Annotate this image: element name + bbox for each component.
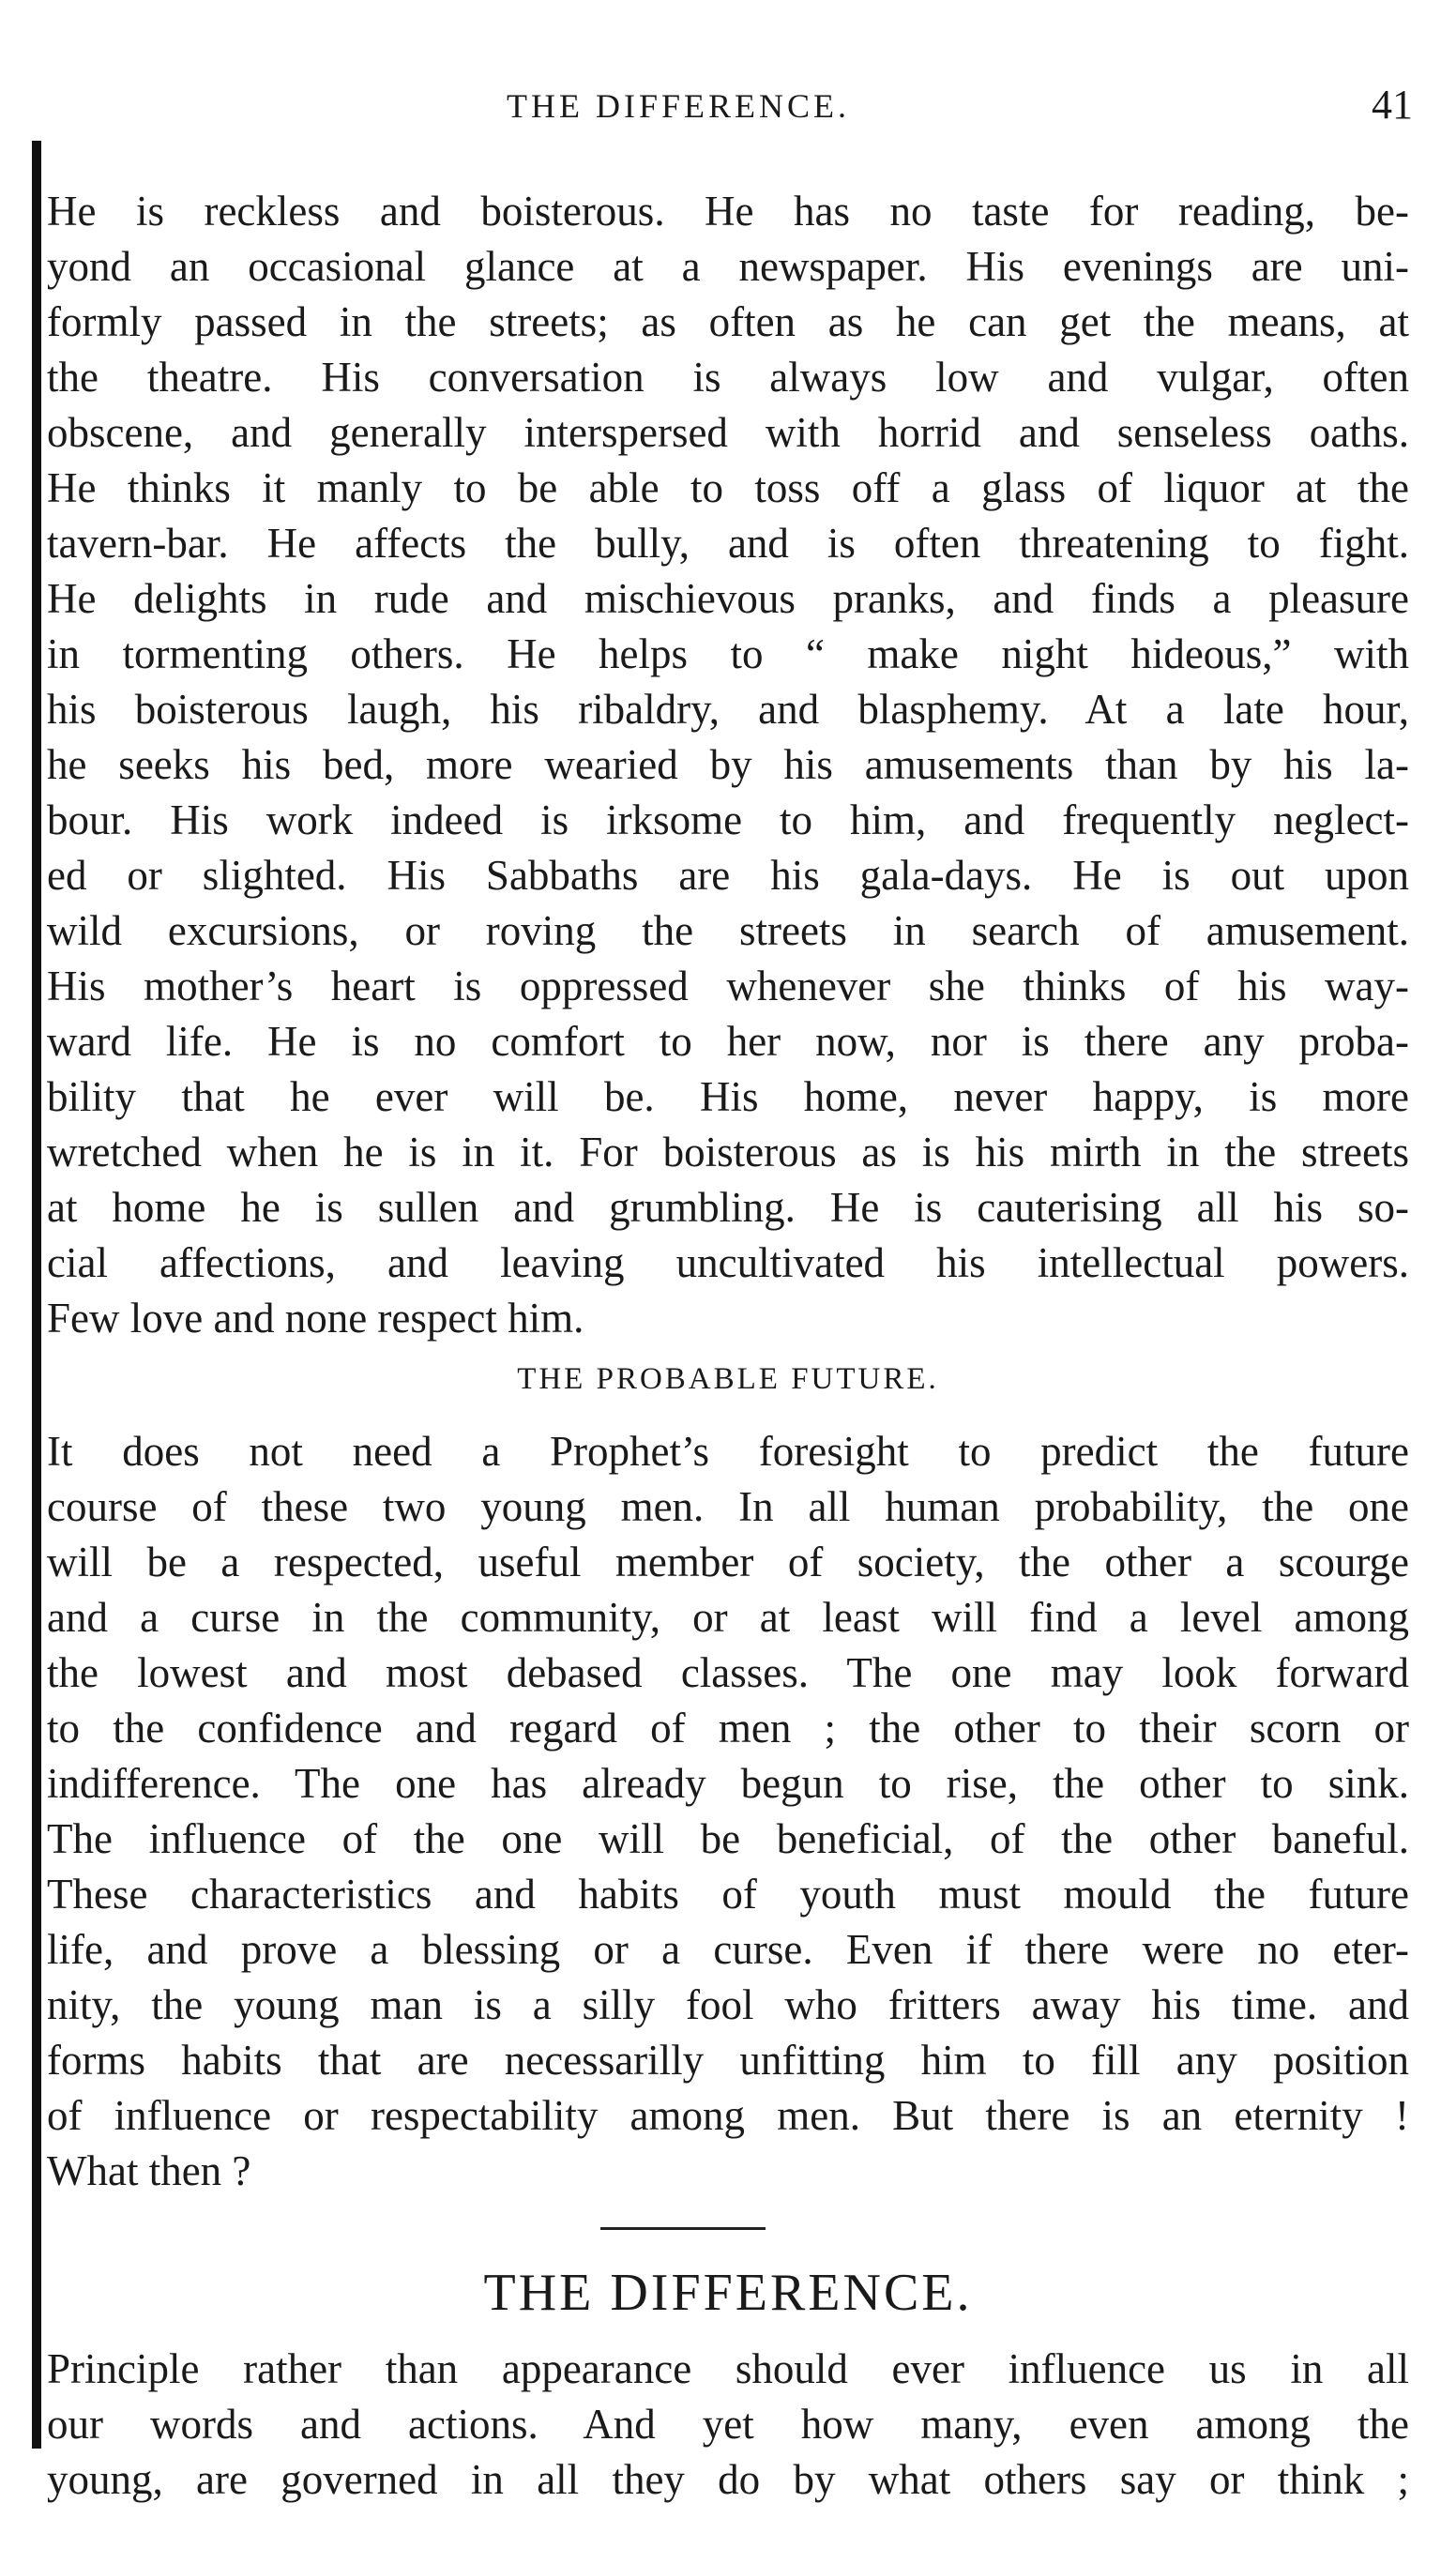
- text-line: to the confidence and regard of men ; the other to their scorn or: [47, 1705, 1409, 1752]
- text-line: the lowest and most debased classes. The one may look forward: [47, 1649, 1409, 1696]
- text-line: his boisterous laugh, his ribaldry, and blasphemy. At a late hour,: [47, 686, 1409, 733]
- text-line: life, and prove a blessing or a curse. Even if there were no eter-: [47, 1926, 1409, 1973]
- paragraph-1: [47, 184, 1409, 1346]
- running-head: [0, 82, 1456, 143]
- text-line: ward life. He is no comfort to her now, nor is there any proba-: [47, 1018, 1409, 1065]
- text-line: indifference. The one has already begun to rise, the other to sink.: [47, 1760, 1409, 1807]
- text-line: bility that he ever will be. His home, never happy, is more: [47, 1073, 1409, 1120]
- text-line: and a curse in the community, or at least will find a level among: [47, 1594, 1409, 1641]
- section-title: THE DIFFERENCE.: [483, 2264, 973, 2322]
- text-line: nity, the young man is a silly fool who fritters away his time. and: [47, 1981, 1409, 2028]
- paragraph-3: [47, 2342, 1409, 2508]
- text-line: he seeks his bed, more wearied by his amusements than by his la-: [47, 741, 1409, 788]
- text-line: forms habits that are necessarilly unfitting him to fill any position: [47, 2037, 1409, 2084]
- text-line: formly passed in the streets; as often as he can get the means, at: [47, 298, 1409, 345]
- text-line: of influence or respectability among men. But there is an eternity !: [47, 2092, 1409, 2139]
- running-title: THE DIFFERENCE.: [507, 87, 850, 125]
- text-line: will be a respected, useful member of society, the other a scourge: [47, 1539, 1409, 1585]
- text-line: young, are governed in all they do by what others say or think ;: [47, 2456, 1409, 2503]
- text-line: cial affections, and leaving uncultivated his intellectual powers.: [47, 1239, 1409, 1286]
- paragraph-2: [47, 1424, 1409, 2199]
- section-divider-rule: [600, 2227, 766, 2230]
- text-line: bour. His work indeed is irksome to him, and frequently neglect-: [47, 796, 1409, 843]
- text-line: He is reckless and boisterous. He has no taste for reading, be-: [47, 188, 1409, 235]
- text-line: wild excursions, or roving the streets in search of amusement.: [47, 907, 1409, 954]
- text-line: The influence of the one will be beneficial, of the other baneful.: [47, 1815, 1409, 1862]
- page-number: 41: [1372, 82, 1413, 128]
- text-line: our words and actions. And yet how many, even among the: [47, 2401, 1409, 2448]
- text-line: course of these two young men. In all human probability, the one: [47, 1483, 1409, 1530]
- text-line: Few love and none respect him.: [47, 1295, 584, 1342]
- text-line: at home he is sullen and grumbling. He is cauterising all his so-: [47, 1184, 1409, 1231]
- text-line: He delights in rude and mischievous pranks, and finds a pleasure: [47, 575, 1409, 622]
- page-binding-shadow: [32, 141, 41, 2449]
- text-line: yond an occasional glance at a newspaper. His evenings are uni-: [47, 243, 1409, 290]
- text-line: It does not need a Prophet’s foresight to predict the future: [47, 1428, 1409, 1475]
- text-line: in tormenting others. He helps to “ make night hideous,” with: [47, 630, 1409, 677]
- text-line: What then ?: [47, 2147, 251, 2194]
- text-line: He thinks it manly to be able to toss off a glass of liquor at the: [47, 464, 1409, 511]
- subheading-probable-future: THE PROBABLE FUTURE.: [517, 1362, 939, 1396]
- text-line: tavern-bar. He affects the bully, and is often threatening to fight.: [47, 520, 1409, 567]
- text-line: obscene, and generally interspersed with horrid and senseless oaths.: [47, 409, 1409, 456]
- text-line: the theatre. His conversation is always low and vulgar, often: [47, 354, 1409, 401]
- text-line: These characteristics and habits of youth must mould the future: [47, 1871, 1409, 1918]
- text-line: His mother’s heart is oppressed whenever she thinks of his way-: [47, 963, 1409, 1009]
- text-line: wretched when he is in it. For boisterous as is his mirth in the streets: [47, 1129, 1409, 1175]
- text-line: ed or slighted. His Sabbaths are his gala-days. He is out upon: [47, 852, 1409, 899]
- text-line: Principle rather than appearance should ever influence us in all: [47, 2345, 1409, 2392]
